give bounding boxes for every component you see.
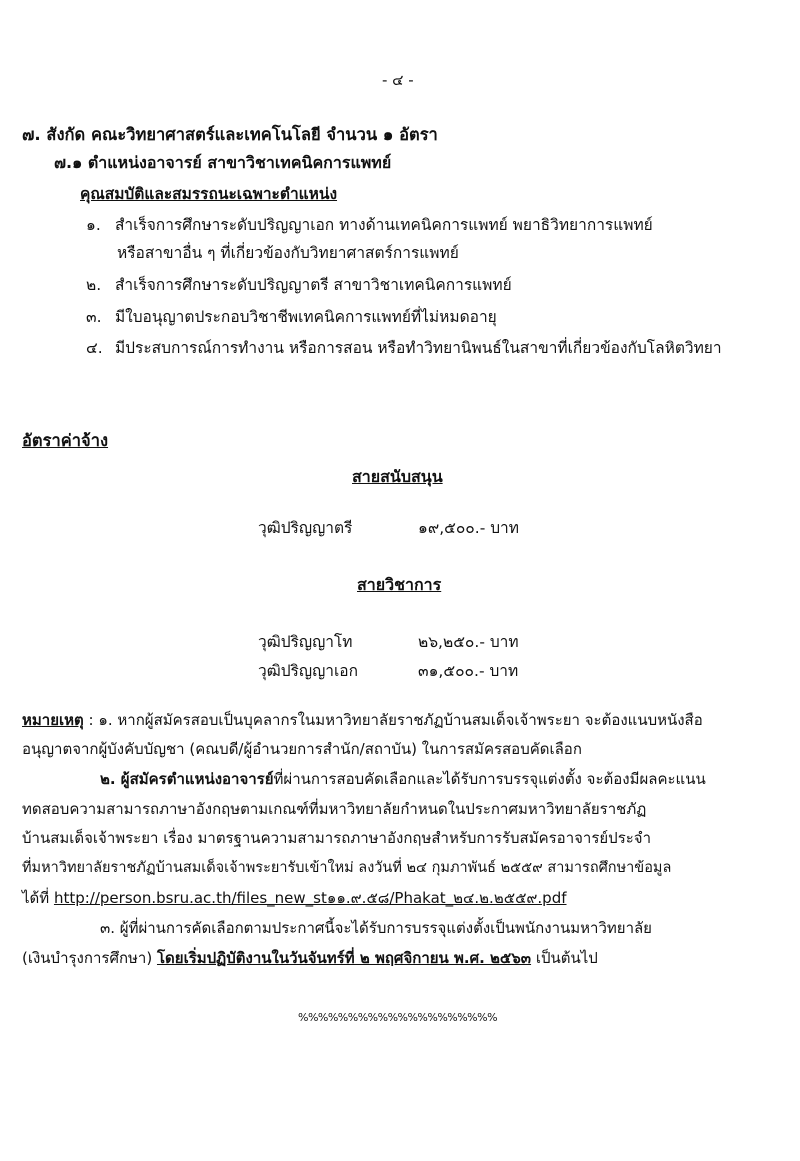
support-bachelor-amount: ๑๙,๕๐๐.- บาท <box>418 519 519 537</box>
item-text: มีใบอนุญาตประกอบวิชาชีพเทคนิคการแพทย์ที่ไม่หมดอายุ <box>114 308 497 326</box>
note-3-prefix: (เงินบำรุงการศึกษา) <box>22 949 157 967</box>
page-number: - ๔ - <box>382 71 414 89</box>
qualifications-title: คุณสมบัติและสมรรถนะเฉพาะตำแหน่ง <box>80 185 338 203</box>
note-2-line-4: ที่มหาวิทยาลัยราชภัฏบ้านสมเด็จเจ้าพระยารับเข้าใหม่ ลงวันที่ ๒๔ กุมภาพันธ์ ๒๕๕๙ สามารถศึกษาข้อมูล <box>22 860 672 876</box>
wages-title: อัตราค่าจ้าง <box>22 431 109 450</box>
item-number: ๔. <box>86 339 103 357</box>
academic-doctor-amount: ๓๑,๕๐๐.- บาท <box>418 662 519 680</box>
qualification-item-2 <box>86 272 512 297</box>
section-heading: ๗. สังกัด คณะวิทยาศาสตร์และเทคโนโลยี จำนวน ๑ อัตรา <box>22 125 438 144</box>
item-text: สำเร็จการศึกษาระดับปริญญาตรี สาขาวิชาเทคนิคการแพทย์ <box>114 276 512 294</box>
item-text: สำเร็จการศึกษาระดับปริญญาเอก ทางด้านเทคนิคการแพทย์ พยาธิวิทยาการแพทย์ <box>114 216 653 234</box>
note-1-line-1 <box>22 708 703 732</box>
qualification-item-1 <box>86 212 653 237</box>
notes-label: หมายเหตุ <box>22 711 84 729</box>
academic-master-label: วุฒิปริญญาโท <box>258 633 353 651</box>
academic-master-amount: ๒๖,๒๕๐.- บาท <box>418 633 519 651</box>
note-3-line-2 <box>22 946 598 970</box>
academic-doctor-label: วุฒิปริญญาเอก <box>258 662 358 680</box>
support-title: สายสนับสนุน <box>352 467 443 486</box>
note-3-line-1: ๓. ผู้ที่ผ่านการคัดเลือกตามประกาศนี้จะได้รับการบรรจุแต่งตั้งเป็นพนักงานมหาวิทยาลัย <box>100 919 652 937</box>
note-2-text: ที่ผ่านการสอบคัดเลือกและได้รับการบรรจุแต่งตั้ง จะต้องมีผลคะแนน <box>273 770 706 788</box>
note-2-prefix: ได้ที่ <box>22 889 54 907</box>
note-3-suffix: เป็นต้นไป <box>531 949 598 967</box>
item-number: ๓. <box>86 308 102 326</box>
qualification-item-1-cont: หรือสาขาอื่น ๆ ที่เกี่ยวข้องกับวิทยาศาสตร์การแพทย์ <box>117 244 459 262</box>
item-text: มีประสบการณ์การทำงาน หรือการสอน หรือทำวิทยานิพนธ์ในสาขาที่เกี่ยวข้องกับโลหิตวิทยา <box>114 339 722 357</box>
note-1-text: : ๑. หากผู้สมัครสอบเป็นบุคลากรในมหาวิทยาลัยราชภัฏบ้านสมเด็จเจ้าพระยา จะต้องแนบหนังสือ <box>83 711 703 729</box>
start-date-emphasis: โดยเริ่มปฏิบัติงานในวันจันทร์ที่ ๒ พฤศจิกายน พ.ศ. ๒๕๖๓ <box>156 949 532 967</box>
reference-link[interactable]: http://person.bsru.ac.th/files_new_st๑๑.๙.๕๘/Phakat_๒๔.๒.๒๕๕๙.pdf <box>53 889 567 907</box>
item-number: ๑. <box>86 216 101 234</box>
note-2-line-1 <box>100 767 706 791</box>
qualification-item-3 <box>86 304 497 329</box>
qualification-item-4 <box>86 335 722 360</box>
support-bachelor-label: วุฒิปริญญาตรี <box>258 519 353 537</box>
item-number: ๒. <box>86 276 102 294</box>
note-2-line-5 <box>22 886 567 910</box>
note-1-line-2: อนุญาตจากผู้บังคับบัญชา (คณบดี/ผู้อำนวยการสำนัก/สถาบัน) ในการสมัครสอบคัดเลือก <box>22 740 582 758</box>
note-2-line-2: ทดสอบความสามารถภาษาอังกฤษตามเกณฑ์ที่มหาวิทยาลัยกำหนดในประกาศมหาวิทยาลัยราชภัฏ <box>22 800 647 818</box>
note-2-line-3: บ้านสมเด็จเจ้าพระยา เรื่อง มาตรฐานความสามารถภาษาอังกฤษสำหรับการรับสมัครอาจารย์ประจำ <box>22 829 652 847</box>
academic-title: สายวิชาการ <box>357 575 442 594</box>
note-2-bold: ๒. ผู้สมัครตำแหน่งอาจารย์ <box>100 770 274 788</box>
end-mark: %%%%%%%%%%%%%%%%%%%% <box>298 1011 498 1024</box>
position-title: ๗.๑ ตำแหน่งอาจารย์ สาขาวิชาเทคนิคการแพทย์ <box>54 153 392 172</box>
